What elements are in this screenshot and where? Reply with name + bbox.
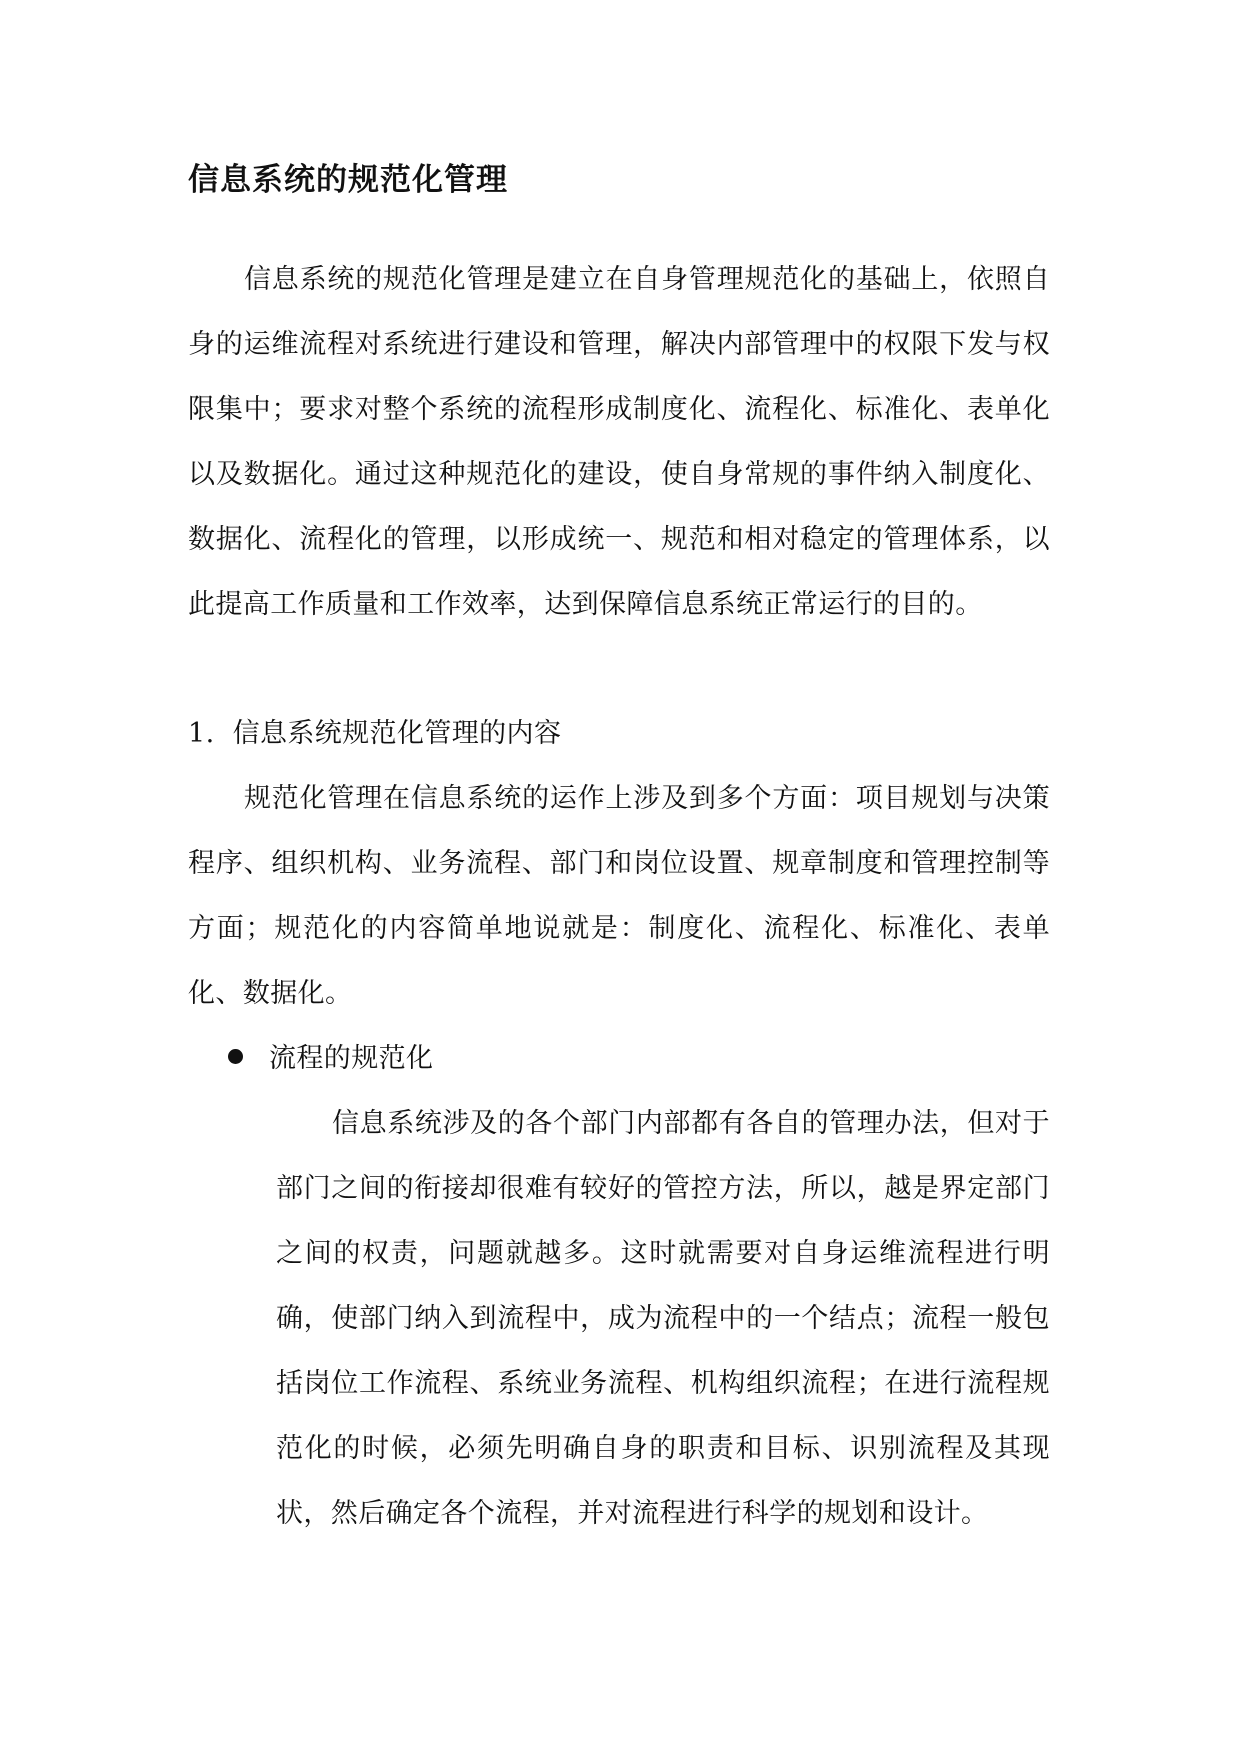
bullet-dot-icon <box>228 1049 243 1064</box>
document-title: 信息系统的规范化管理 <box>188 162 508 198</box>
section-1-heading-text: 信息系统规范化管理的内容 <box>232 718 562 749</box>
intro-paragraph: 信息系统的规范化管理是建立在自身管理规范化的基础上，依照自身的运维流程对系统进行建设和管理，解决内部管理中的权限下发与权限集中；要求对整个系统的流程形成制度化、流程化、标准化、表单化以及数据化。通过这种规范化的建设，使自身常规的事件纳入制度化、数据化、流程化的管理，以形成统一、规范和相对稳定的管理体系，以此提高工作质量和工作效率，达到保障信息系统正常运行的目的。 <box>188 264 1050 620</box>
section-1-heading <box>188 701 1050 766</box>
bullet-label: 流程的规范化 <box>269 1043 434 1074</box>
bullet-paragraph: 信息系统涉及的各个部门内部都有各自的管理办法，但对于部门之间的衔接却很难有较好的管控方法，所以，越是界定部门之间的权责，问题就越多。这时就需要对自身运维流程进行明确，使部门纳入到流程中，成为流程中的一个结点；流程一般包括岗位工作流程、系统业务流程、机构组织流程；在进行流程规范化的时候，必须先明确自身的职责和目标、识别流程及其现状，然后确定各个流程，并对流程进行科学的规划和设计。 <box>276 1108 1050 1529</box>
section-1-paragraph: 规范化管理在信息系统的运作上涉及到多个方面：项目规划与决策程序、组织机构、业务流程、部门和岗位设置、规章制度和管理控制等方面；规范化的内容简单地说就是：制度化、流程化、标准化、表单化、数据化。 <box>188 783 1050 1009</box>
section-1-number: 1. <box>188 718 215 749</box>
bullet-item <box>228 1026 1050 1091</box>
